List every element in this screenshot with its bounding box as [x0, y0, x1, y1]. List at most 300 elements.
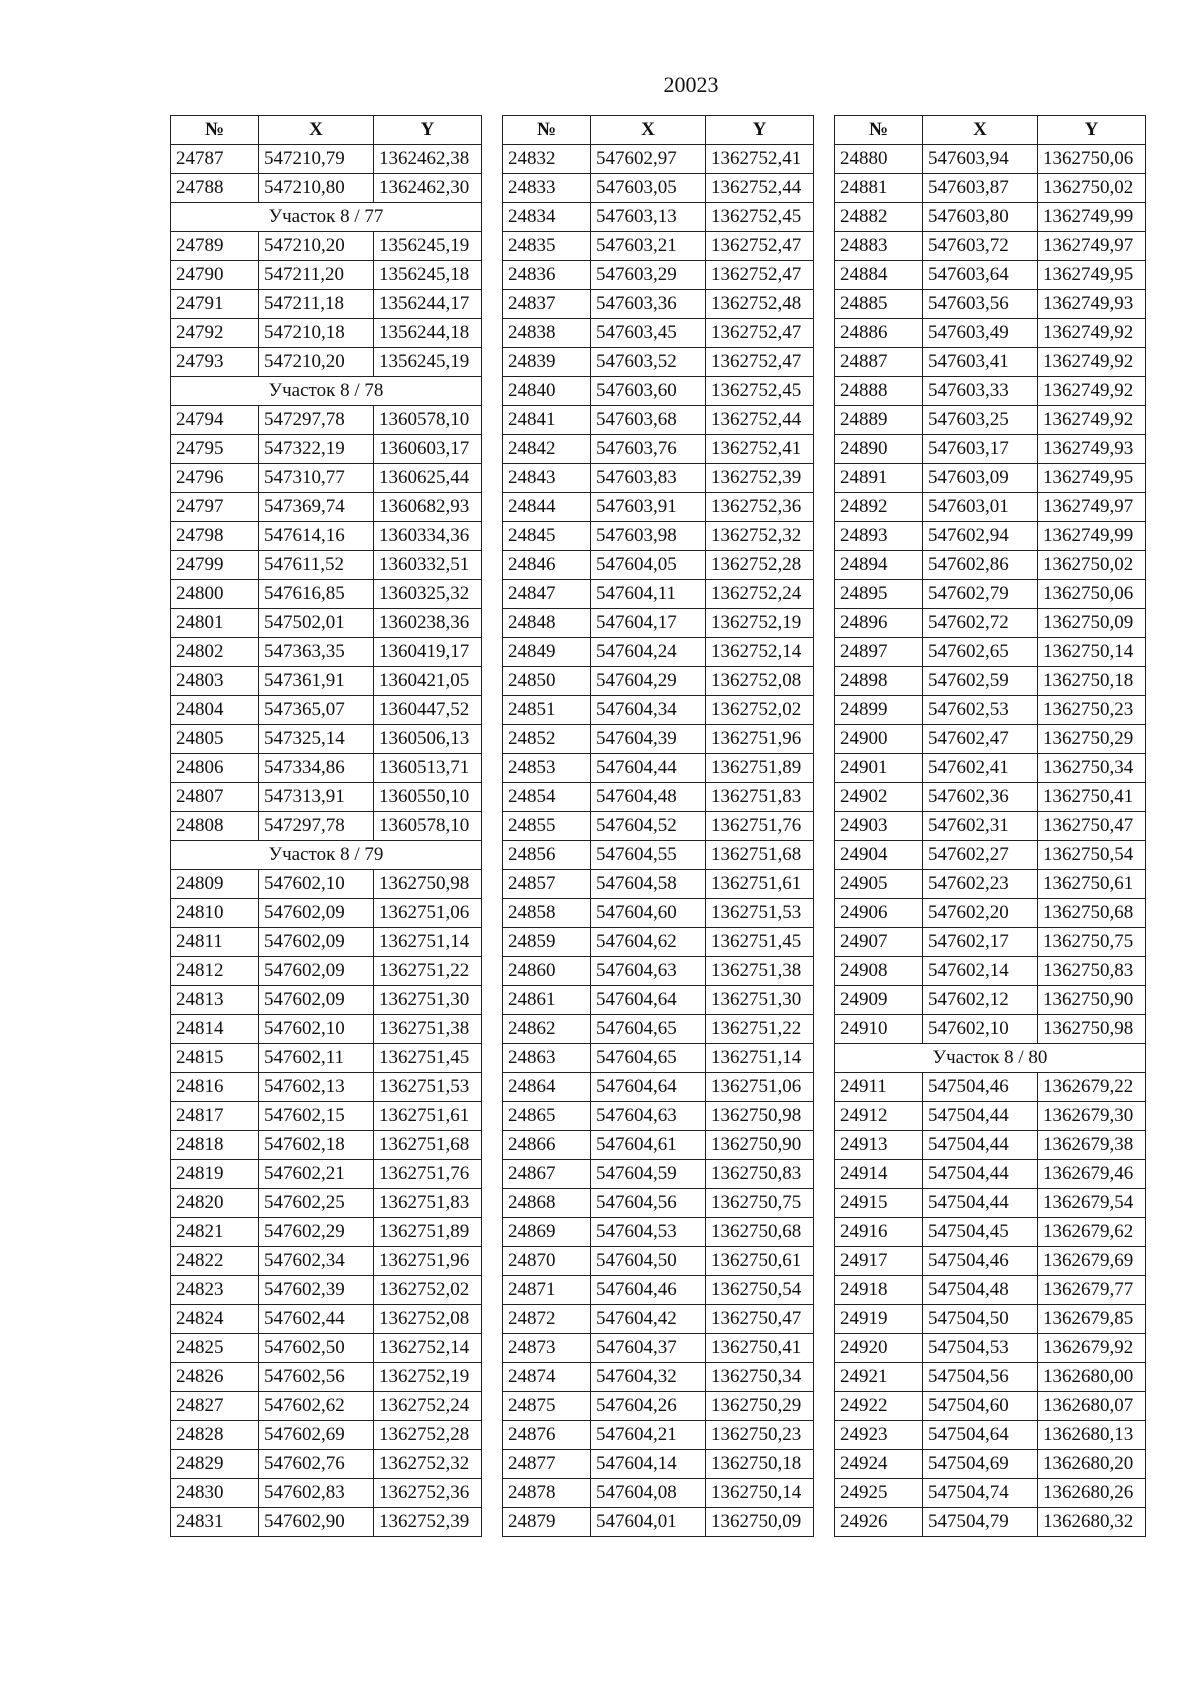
table-row [503, 580, 814, 609]
x-coordinate: 547604,17 [591, 609, 706, 638]
y-coordinate: 1356245,19 [374, 348, 482, 377]
point-number: 24795 [171, 435, 259, 464]
y-coordinate: 1356245,18 [374, 261, 482, 290]
x-coordinate: 547602,09 [259, 899, 374, 928]
x-coordinate: 547604,42 [591, 1305, 706, 1334]
y-coordinate: 1362751,76 [374, 1160, 482, 1189]
table-row [171, 319, 482, 348]
point-number: 24876 [503, 1421, 591, 1450]
x-coordinate: 547210,80 [259, 174, 374, 203]
table-row [171, 522, 482, 551]
table-row [503, 261, 814, 290]
table-row [835, 1102, 1146, 1131]
y-coordinate: 1362751,30 [374, 986, 482, 1015]
point-number: 24801 [171, 609, 259, 638]
y-coordinate: 1362750,09 [706, 1508, 814, 1537]
x-coordinate: 547504,79 [923, 1508, 1038, 1537]
point-number: 24859 [503, 928, 591, 957]
table-row [503, 522, 814, 551]
x-coordinate: 547602,27 [923, 841, 1038, 870]
table-row [503, 203, 814, 232]
point-number: 24853 [503, 754, 591, 783]
y-coordinate: 1356244,18 [374, 319, 482, 348]
x-coordinate: 547602,41 [923, 754, 1038, 783]
point-number: 24919 [835, 1305, 923, 1334]
table-row [171, 899, 482, 928]
point-number: 24797 [171, 493, 259, 522]
x-coordinate: 547604,63 [591, 957, 706, 986]
point-number: 24869 [503, 1218, 591, 1247]
point-number: 24799 [171, 551, 259, 580]
y-coordinate: 1362751,06 [374, 899, 482, 928]
table-row [503, 667, 814, 696]
x-coordinate: 547604,24 [591, 638, 706, 667]
table-row [503, 174, 814, 203]
point-number: 24872 [503, 1305, 591, 1334]
table-row [835, 1392, 1146, 1421]
y-coordinate: 1362750,18 [706, 1450, 814, 1479]
y-coordinate: 1362751,30 [706, 986, 814, 1015]
table-header-row [835, 116, 1146, 145]
x-coordinate: 547604,21 [591, 1421, 706, 1450]
y-coordinate: 1362750,90 [1038, 986, 1146, 1015]
y-coordinate: 1362679,62 [1038, 1218, 1146, 1247]
point-number: 24806 [171, 754, 259, 783]
y-coordinate: 1362750,34 [1038, 754, 1146, 783]
y-coordinate: 1362749,93 [1038, 435, 1146, 464]
x-coordinate: 547602,44 [259, 1305, 374, 1334]
y-coordinate: 1362752,02 [706, 696, 814, 725]
x-coordinate: 547603,01 [923, 493, 1038, 522]
table-row [835, 783, 1146, 812]
point-number: 24802 [171, 638, 259, 667]
x-coordinate: 547504,44 [923, 1131, 1038, 1160]
y-coordinate: 1362752,45 [706, 203, 814, 232]
point-number: 24820 [171, 1189, 259, 1218]
table-row [503, 1131, 814, 1160]
table-row [171, 1276, 482, 1305]
point-number: 24888 [835, 377, 923, 406]
y-coordinate: 1362750,47 [706, 1305, 814, 1334]
point-number: 24921 [835, 1363, 923, 1392]
y-coordinate: 1362752,19 [706, 609, 814, 638]
table-row [171, 1044, 482, 1073]
point-number: 24788 [171, 174, 259, 203]
table-row [835, 406, 1146, 435]
y-coordinate: 1362462,38 [374, 145, 482, 174]
y-coordinate: 1360625,44 [374, 464, 482, 493]
x-coordinate: 547602,09 [259, 928, 374, 957]
point-number: 24867 [503, 1160, 591, 1189]
x-coordinate: 547603,91 [591, 493, 706, 522]
table-row [835, 319, 1146, 348]
x-coordinate: 547602,09 [259, 986, 374, 1015]
point-number: 24791 [171, 290, 259, 319]
y-coordinate: 1362750,09 [1038, 609, 1146, 638]
table-row [835, 899, 1146, 928]
point-number: 24870 [503, 1247, 591, 1276]
x-coordinate: 547365,07 [259, 696, 374, 725]
point-number: 24807 [171, 783, 259, 812]
header-x: X [923, 116, 1038, 145]
table-row [835, 261, 1146, 290]
table-row [171, 870, 482, 899]
header-number: № [835, 116, 923, 145]
table-row [503, 493, 814, 522]
point-number: 24900 [835, 725, 923, 754]
y-coordinate: 1362462,30 [374, 174, 482, 203]
y-coordinate: 1362751,89 [706, 754, 814, 783]
y-coordinate: 1360682,93 [374, 493, 482, 522]
x-coordinate: 547361,91 [259, 667, 374, 696]
x-coordinate: 547603,13 [591, 203, 706, 232]
table-row [835, 638, 1146, 667]
y-coordinate: 1362751,22 [706, 1015, 814, 1044]
x-coordinate: 547602,09 [259, 957, 374, 986]
table-row [171, 493, 482, 522]
point-number: 24886 [835, 319, 923, 348]
header-x: X [591, 116, 706, 145]
table-row [835, 1247, 1146, 1276]
table-row [503, 638, 814, 667]
y-coordinate: 1362752,44 [706, 174, 814, 203]
section-row [171, 203, 482, 232]
y-coordinate: 1362751,76 [706, 812, 814, 841]
point-number: 24884 [835, 261, 923, 290]
x-coordinate: 547603,21 [591, 232, 706, 261]
point-number: 24852 [503, 725, 591, 754]
x-coordinate: 547603,45 [591, 319, 706, 348]
table-row [835, 1160, 1146, 1189]
table-row [503, 957, 814, 986]
y-coordinate: 1362752,41 [706, 145, 814, 174]
table-row [503, 1392, 814, 1421]
y-coordinate: 1362752,32 [706, 522, 814, 551]
point-number: 24868 [503, 1189, 591, 1218]
point-number: 24794 [171, 406, 259, 435]
table-row [171, 1015, 482, 1044]
table-row [835, 928, 1146, 957]
x-coordinate: 547604,64 [591, 986, 706, 1015]
table-row [171, 1508, 482, 1537]
x-coordinate: 547604,65 [591, 1044, 706, 1073]
y-coordinate: 1362752,47 [706, 261, 814, 290]
y-coordinate: 1362750,23 [1038, 696, 1146, 725]
point-number: 24905 [835, 870, 923, 899]
table-row [835, 812, 1146, 841]
table-row [503, 551, 814, 580]
y-coordinate: 1362752,02 [374, 1276, 482, 1305]
table-row [503, 1363, 814, 1392]
y-coordinate: 1362751,53 [706, 899, 814, 928]
table-row [171, 290, 482, 319]
point-number: 24831 [171, 1508, 259, 1537]
section-title: Участок 8 / 78 [171, 377, 482, 406]
y-coordinate: 1362752,24 [706, 580, 814, 609]
y-coordinate: 1362749,92 [1038, 377, 1146, 406]
x-coordinate: 547603,60 [591, 377, 706, 406]
y-coordinate: 1362750,41 [1038, 783, 1146, 812]
y-coordinate: 1362751,83 [374, 1189, 482, 1218]
x-coordinate: 547602,23 [923, 870, 1038, 899]
x-coordinate: 547322,19 [259, 435, 374, 464]
y-coordinate: 1360421,05 [374, 667, 482, 696]
y-coordinate: 1362750,18 [1038, 667, 1146, 696]
point-number: 24861 [503, 986, 591, 1015]
point-number: 24862 [503, 1015, 591, 1044]
x-coordinate: 547603,52 [591, 348, 706, 377]
point-number: 24860 [503, 957, 591, 986]
section-title: Участок 8 / 80 [835, 1044, 1146, 1073]
y-coordinate: 1356245,19 [374, 232, 482, 261]
table-row [503, 435, 814, 464]
y-coordinate: 1362751,38 [706, 957, 814, 986]
table-row [171, 783, 482, 812]
table-row [171, 261, 482, 290]
y-coordinate: 1362679,46 [1038, 1160, 1146, 1189]
table-row [171, 1131, 482, 1160]
table-row [171, 1218, 482, 1247]
x-coordinate: 547504,50 [923, 1305, 1038, 1334]
x-coordinate: 547602,59 [923, 667, 1038, 696]
y-coordinate: 1360603,17 [374, 435, 482, 464]
table-row [171, 145, 482, 174]
x-coordinate: 547602,15 [259, 1102, 374, 1131]
table-row [503, 870, 814, 899]
table-row [835, 464, 1146, 493]
x-coordinate: 547602,83 [259, 1479, 374, 1508]
point-number: 24893 [835, 522, 923, 551]
table-row [171, 638, 482, 667]
x-coordinate: 547602,94 [923, 522, 1038, 551]
point-number: 24881 [835, 174, 923, 203]
table-row [171, 435, 482, 464]
table-row [835, 1508, 1146, 1537]
x-coordinate: 547603,33 [923, 377, 1038, 406]
table-row [835, 1218, 1146, 1247]
table-row [503, 1073, 814, 1102]
x-coordinate: 547604,26 [591, 1392, 706, 1421]
y-coordinate: 1362749,92 [1038, 406, 1146, 435]
point-number: 24897 [835, 638, 923, 667]
table-row [503, 145, 814, 174]
point-number: 24846 [503, 551, 591, 580]
y-coordinate: 1362749,99 [1038, 203, 1146, 232]
y-coordinate: 1360578,10 [374, 406, 482, 435]
x-coordinate: 547602,18 [259, 1131, 374, 1160]
point-number: 24908 [835, 957, 923, 986]
point-number: 24856 [503, 841, 591, 870]
x-coordinate: 547603,87 [923, 174, 1038, 203]
point-number: 24913 [835, 1131, 923, 1160]
x-coordinate: 547602,79 [923, 580, 1038, 609]
table-row [835, 725, 1146, 754]
y-coordinate: 1360447,52 [374, 696, 482, 725]
point-number: 24851 [503, 696, 591, 725]
y-coordinate: 1362750,34 [706, 1363, 814, 1392]
table-row [171, 725, 482, 754]
point-number: 24849 [503, 638, 591, 667]
table-row [503, 841, 814, 870]
y-coordinate: 1362750,98 [706, 1102, 814, 1131]
table-row [503, 1160, 814, 1189]
y-coordinate: 1362749,97 [1038, 493, 1146, 522]
point-number: 24832 [503, 145, 591, 174]
x-coordinate: 547603,17 [923, 435, 1038, 464]
point-number: 24815 [171, 1044, 259, 1073]
table-row [171, 1160, 482, 1189]
y-coordinate: 1362679,30 [1038, 1102, 1146, 1131]
table-row [171, 1392, 482, 1421]
table-row [835, 551, 1146, 580]
table-row [835, 348, 1146, 377]
y-coordinate: 1362752,45 [706, 377, 814, 406]
header-y: Y [1038, 116, 1146, 145]
point-number: 24816 [171, 1073, 259, 1102]
point-number: 24858 [503, 899, 591, 928]
x-coordinate: 547603,68 [591, 406, 706, 435]
section-row [171, 377, 482, 406]
y-coordinate: 1360238,36 [374, 609, 482, 638]
table-row [835, 203, 1146, 232]
x-coordinate: 547604,46 [591, 1276, 706, 1305]
point-number: 24847 [503, 580, 591, 609]
table-row [503, 1044, 814, 1073]
point-number: 24833 [503, 174, 591, 203]
point-number: 24850 [503, 667, 591, 696]
x-coordinate: 547604,65 [591, 1015, 706, 1044]
y-coordinate: 1362750,02 [1038, 174, 1146, 203]
x-coordinate: 547603,80 [923, 203, 1038, 232]
y-coordinate: 1362749,95 [1038, 464, 1146, 493]
y-coordinate: 1362752,41 [706, 435, 814, 464]
table-row [835, 667, 1146, 696]
table-row [171, 754, 482, 783]
y-coordinate: 1362750,06 [1038, 580, 1146, 609]
point-number: 24924 [835, 1450, 923, 1479]
table-row [503, 754, 814, 783]
table-row [171, 1305, 482, 1334]
point-number: 24829 [171, 1450, 259, 1479]
table-row [503, 1102, 814, 1131]
table-header-row [171, 116, 482, 145]
point-number: 24839 [503, 348, 591, 377]
point-number: 24898 [835, 667, 923, 696]
table-row [835, 986, 1146, 1015]
x-coordinate: 547604,61 [591, 1131, 706, 1160]
y-coordinate: 1362750,98 [1038, 1015, 1146, 1044]
point-number: 24909 [835, 986, 923, 1015]
y-coordinate: 1362680,20 [1038, 1450, 1146, 1479]
y-coordinate: 1362750,02 [1038, 551, 1146, 580]
point-number: 24808 [171, 812, 259, 841]
y-coordinate: 1362679,54 [1038, 1189, 1146, 1218]
point-number: 24855 [503, 812, 591, 841]
table-row [171, 928, 482, 957]
y-coordinate: 1362750,14 [1038, 638, 1146, 667]
point-number: 24895 [835, 580, 923, 609]
table-row [503, 319, 814, 348]
y-coordinate: 1362752,08 [706, 667, 814, 696]
header-x: X [259, 116, 374, 145]
table-row [171, 986, 482, 1015]
y-coordinate: 1360513,71 [374, 754, 482, 783]
table-row [503, 232, 814, 261]
y-coordinate: 1362752,47 [706, 348, 814, 377]
x-coordinate: 547602,39 [259, 1276, 374, 1305]
x-coordinate: 547603,36 [591, 290, 706, 319]
y-coordinate: 1360325,32 [374, 580, 482, 609]
point-number: 24923 [835, 1421, 923, 1450]
point-number: 24805 [171, 725, 259, 754]
table-row [835, 870, 1146, 899]
x-coordinate: 547211,18 [259, 290, 374, 319]
y-coordinate: 1362679,38 [1038, 1131, 1146, 1160]
point-number: 24922 [835, 1392, 923, 1421]
y-coordinate: 1362750,14 [706, 1479, 814, 1508]
x-coordinate: 547603,83 [591, 464, 706, 493]
x-coordinate: 547504,44 [923, 1102, 1038, 1131]
x-coordinate: 547603,25 [923, 406, 1038, 435]
y-coordinate: 1362751,61 [374, 1102, 482, 1131]
y-coordinate: 1362750,83 [706, 1160, 814, 1189]
y-coordinate: 1362679,92 [1038, 1334, 1146, 1363]
y-coordinate: 1362752,28 [374, 1421, 482, 1450]
point-number: 24826 [171, 1363, 259, 1392]
y-coordinate: 1362752,32 [374, 1450, 482, 1479]
y-coordinate: 1362751,06 [706, 1073, 814, 1102]
point-number: 24835 [503, 232, 591, 261]
table-row [835, 1073, 1146, 1102]
y-coordinate: 1362752,48 [706, 290, 814, 319]
x-coordinate: 547602,14 [923, 957, 1038, 986]
x-coordinate: 547504,56 [923, 1363, 1038, 1392]
y-coordinate: 1362750,75 [1038, 928, 1146, 957]
point-number: 24902 [835, 783, 923, 812]
x-coordinate: 547504,60 [923, 1392, 1038, 1421]
point-number: 24906 [835, 899, 923, 928]
y-coordinate: 1362752,36 [706, 493, 814, 522]
y-coordinate: 1362752,44 [706, 406, 814, 435]
y-coordinate: 1362750,90 [706, 1131, 814, 1160]
table-row [171, 1479, 482, 1508]
x-coordinate: 547604,34 [591, 696, 706, 725]
y-coordinate: 1362750,54 [1038, 841, 1146, 870]
x-coordinate: 547310,77 [259, 464, 374, 493]
table-row [503, 1218, 814, 1247]
table-row [835, 377, 1146, 406]
point-number: 24915 [835, 1189, 923, 1218]
x-coordinate: 547604,29 [591, 667, 706, 696]
table-row [171, 1247, 482, 1276]
x-coordinate: 547616,85 [259, 580, 374, 609]
y-coordinate: 1362749,99 [1038, 522, 1146, 551]
y-coordinate: 1362751,45 [706, 928, 814, 957]
x-coordinate: 547502,01 [259, 609, 374, 638]
y-coordinate: 1362752,47 [706, 319, 814, 348]
x-coordinate: 547602,62 [259, 1392, 374, 1421]
x-coordinate: 547602,56 [259, 1363, 374, 1392]
x-coordinate: 547504,64 [923, 1421, 1038, 1450]
y-coordinate: 1362751,53 [374, 1073, 482, 1102]
point-number: 24834 [503, 203, 591, 232]
table-row [835, 1276, 1146, 1305]
x-coordinate: 547604,11 [591, 580, 706, 609]
x-coordinate: 547602,36 [923, 783, 1038, 812]
point-number: 24883 [835, 232, 923, 261]
point-number: 24825 [171, 1334, 259, 1363]
point-number: 24899 [835, 696, 923, 725]
